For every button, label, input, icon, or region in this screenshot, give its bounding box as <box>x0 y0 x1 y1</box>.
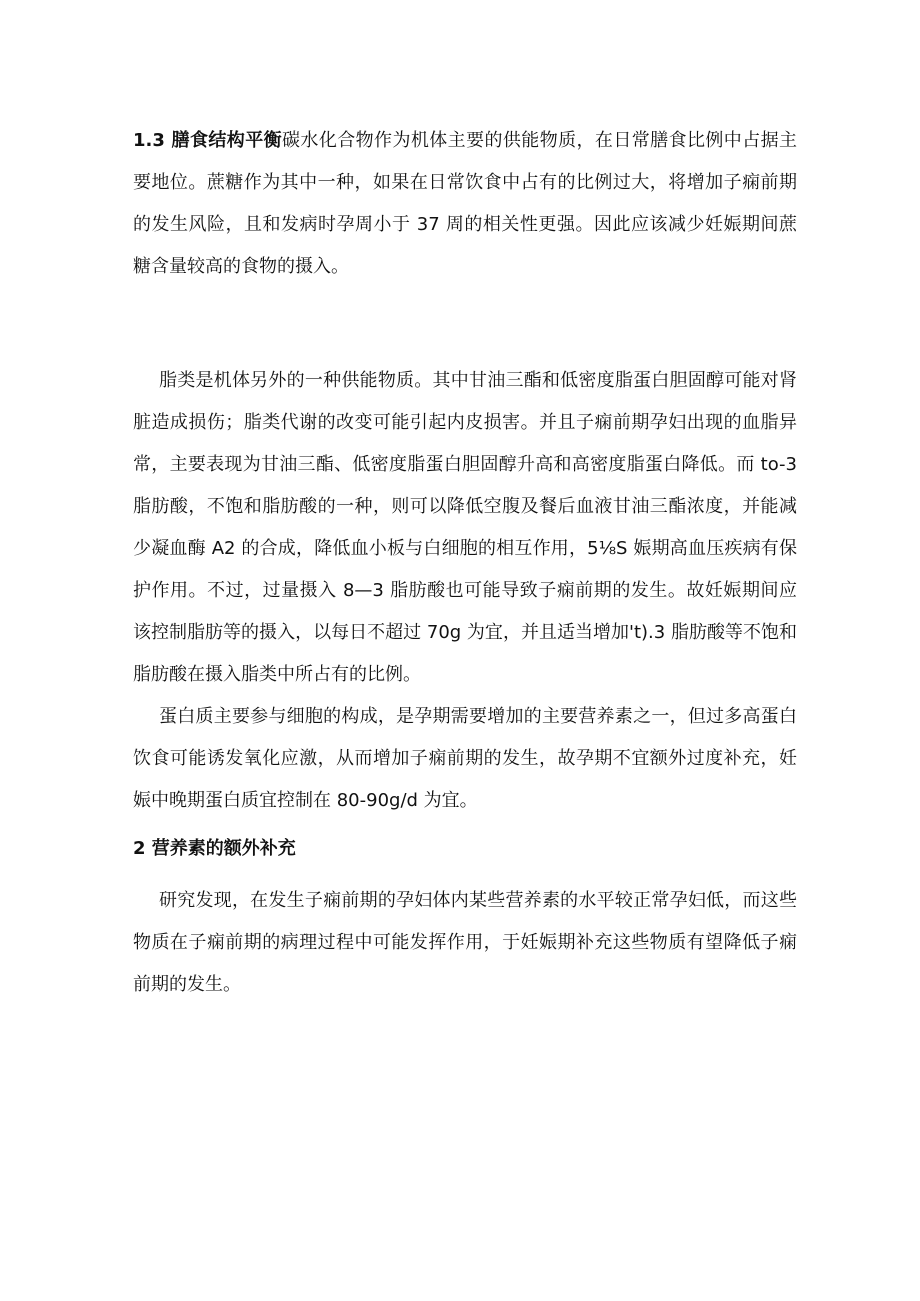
paragraph-protein: 蛋白质主要参与细胞的构成，是孕期需要增加的主要营养素之一，但过多高蛋白饮食可能诱发氧化应激，从而增加子痫前期的发生，故孕期不宜额外过度补充，妊娠中晚期蛋白质宜控制在 80-90g/d 为宜。 <box>133 706 797 811</box>
document-body <box>133 120 797 1006</box>
paragraph-lipids: 脂类是机体另外的一种供能物质。其中甘油三酯和低密度脂蛋白胆固醇可能对肾脏造成损伤；脂类代谢的改变可能引起内皮损害。并且子痫前期孕妇出现的血脂异常，主要表现为甘油三酯、低密度脂蛋白胆固醇升高和高密度脂蛋白降低。而 to-3 脂肪酸，不饱和脂肪酸的一种，则可以降低空腹及餐后血液甘油三酯浓度，并能减少凝血酶 A2 的合成，降低血小板与白细胞的相互作用，5⅛S 娠期高血压疾病有保护作用。不过，过量摄入 8—3 脂肪酸也可能导致子痫前期的发生。故妊娠期间应该控制脂肪等的摄入，以每日不超过 70g 为宜，并且适当增加't).3 脂肪酸等不饱和脂肪酸在摄入脂类中所占有的比例。 <box>133 370 797 685</box>
section-heading-2: 2 营养素的额外补充 <box>133 838 296 859</box>
section-heading-1-3: 1.3 膳食结构平衡 <box>133 130 283 151</box>
paragraph-research: 研究发现，在发生子痫前期的孕妇体内某些营养素的水平较正常孕妇低，而这些物质在子痫前期的病理过程中可能发挥作用，于妊娠期补充这些物质有望降低子痫前期的发生。 <box>133 890 797 995</box>
paragraph-dietary-balance <box>133 120 797 288</box>
paragraph-carbohydrate-text: 碳水化合物作为机体主要的供能物质，在日常膳食比例中占据主要地位。蔗糖作为其中一种，如果在日常饮食中占有的比例过大，将增加子痫前期的发生风险，且和发病时孕周小于 37 周的相关性更强。因此应该减少妊娠期间蔗糖含量较高的食物的摄入。 <box>133 130 798 277</box>
